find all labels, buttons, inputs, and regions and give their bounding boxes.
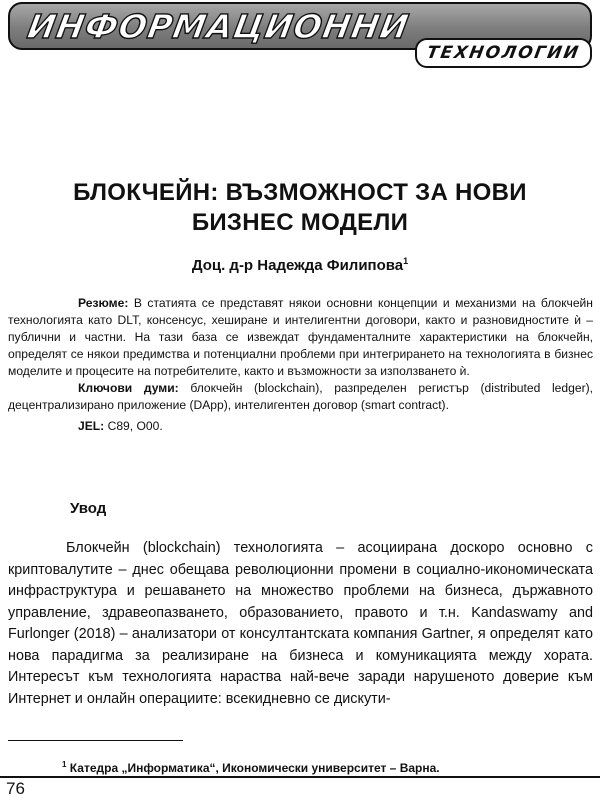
jel-text: C89, O00. [107,419,163,433]
journal-title: ИНФОРМАЦИОННИ [24,7,413,46]
footnote-divider [8,740,183,741]
section-heading: Увод [70,500,107,517]
page-bottom-rule [0,776,600,778]
abstract-text: В статията се представят някои основни концепции и механизми на блокчейн технологията като DLT, консенсус, хеширане и интелигентни договори, както и разновидностите ѝ – публични и частни. На тази база се извеждат фундаменталните характеристики на блокчейн, определят се някои предимства и потенциални проблеми при интегрирането на технологията в бизнес моделите и процесите на потребителите, както и възможности за използването ѝ. [8,296,593,378]
journal-subtitle: ТЕХНОЛОГИИ [425,43,582,63]
body-paragraph: Блокчейн (blockchain) технологията – асоциирана доскоро основно с криптовалутите – днес обещава революционни промени в социално-икономическата инфраструктура и решаването на множество проблеми на бизнеса, държавното управление, здравеопазването, образованието, правото и т.н. Kandaswamy and Furlonger (2018) – анализатори от консултантската компания Gartner, я определят като нова парадигма за реализиране на бизнеса и комуникацията между хората. Интересът към технологията нараства най-вече заради нарушеното доверие към Интернет и онлайн операциите: всекидневно се дискути- [8,540,593,707]
abstract-block [8,295,593,435]
abstract-label: Резюме: [78,296,129,310]
author-footnote-mark: 1 [403,256,409,266]
keywords-paragraph [8,380,593,414]
article-title [20,178,580,238]
article-title-line1: БЛОКЧЕЙН: ВЪЗМОЖНОСТ ЗА НОВИ [73,179,527,206]
jel-label: JEL: [78,419,105,433]
jel-paragraph [8,418,593,435]
keywords-label: Ключови думи: [78,381,179,395]
footnote-text: Катедра „Информатика“, Икономически университет – Варна. [69,761,440,775]
author-line [0,256,600,274]
footnote-mark: 1 [62,760,67,769]
page-number: 76 [6,779,25,798]
journal-subtitle-box [415,38,592,68]
article-title-line2: БИЗНЕС МОДЕЛИ [191,209,409,236]
abstract-paragraph [8,295,593,380]
footnote [62,760,440,775]
author-name: Доц. д-р Надежда Филипова [191,257,404,274]
keywords-text: блокчейн (blockchain), разпределен регистър (distributed ledger), децентрализирано приложение (DApp), интелигентен договор (smart contract). [8,381,593,412]
